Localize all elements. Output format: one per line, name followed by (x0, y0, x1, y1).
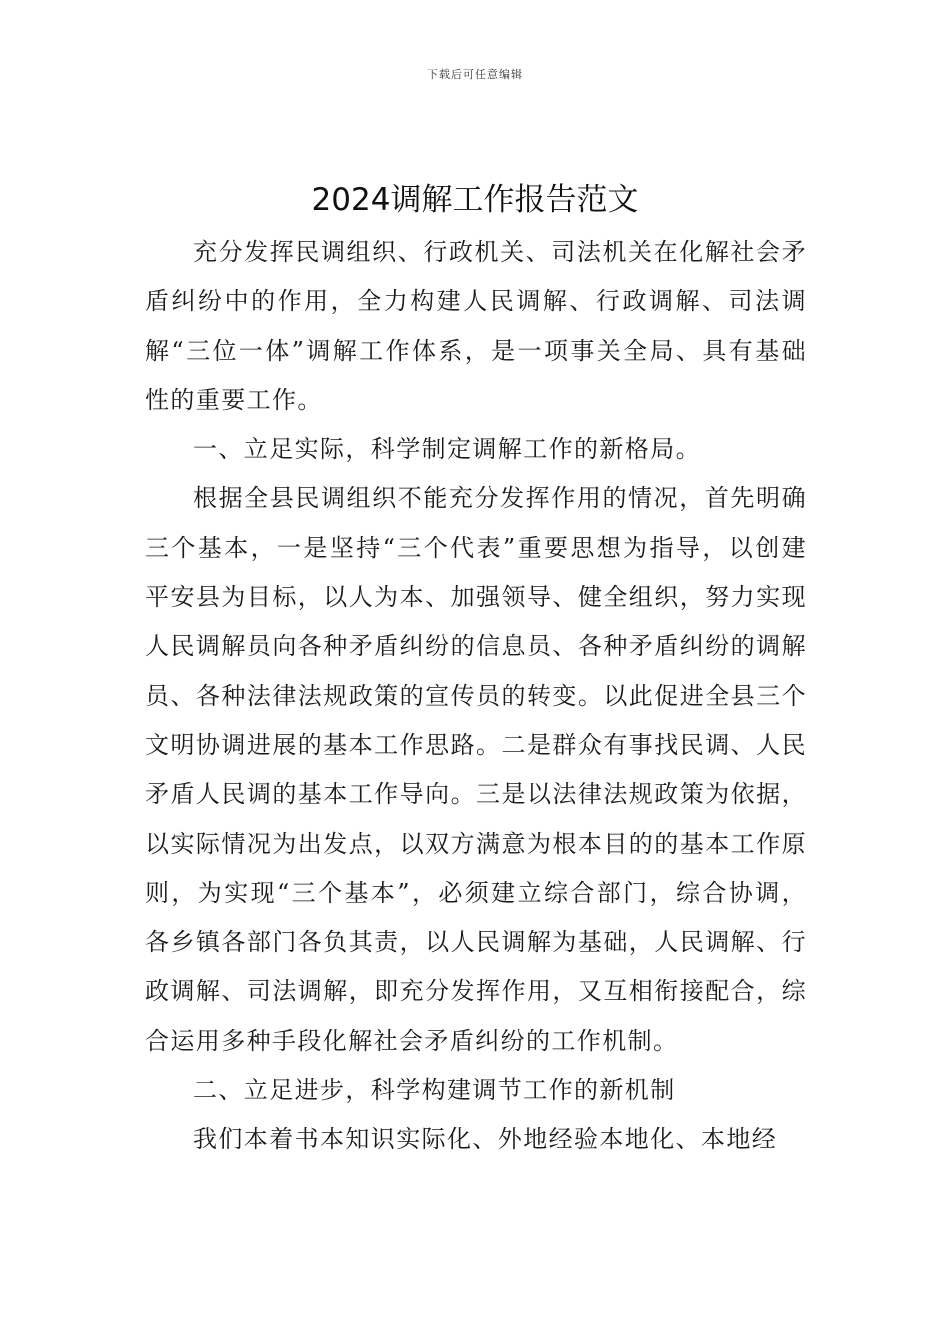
paragraph-section-1: 根据全县民调组织不能充分发挥作用的情况，首先明确三个基本，一是坚持“三个代表”重要思想为指导，以创建平安县为目标，以人为本、加强领导、健全组织，努力实现人民调解员向各种矛盾纠纷的信息员、各种矛盾纠纷的调解员、各种法律法规政策的宣传员的转变。以此促进全县三个文明协调进展的基本工作思路。二是群众有事找民调、人民矛盾人民调的基本工作导向。三是以法律法规政策为依据，以实际情况为出发点，以双方满意为根本目的的基本工作原则，为实现“三个基本”，必须建立综合部门，综合协调，各乡镇各部门各负其责，以人民调解为基础，人民调解、行政调解、司法调解，即充分发挥作用，又互相衔接配合，综合运用多种手段化解社会矛盾纠纷的工作机制。 (145, 484, 807, 1055)
section-heading-1: 一、立足实际，科学制定调解工作的新格局。 (193, 435, 701, 464)
paragraph-section-2: 我们本着书本知识实际化、外地经验本地化、本地经 (193, 1125, 778, 1154)
document-body (145, 228, 807, 1165)
document-title: 2024调解工作报告范文 (311, 182, 639, 218)
paragraph-intro: 充分发挥民调组织、行政机关、司法机关在化解社会矛盾纠纷中的作用，全力构建人民调解、行政调解、司法调解“三位一体”调解工作体系，是一项事关全局、具有基础性的重要工作。 (145, 238, 807, 414)
section-heading-2: 二、立足进步，科学构建调节工作的新机制 (193, 1076, 676, 1105)
page-header-note: 下载后可任意编辑 (427, 68, 523, 81)
